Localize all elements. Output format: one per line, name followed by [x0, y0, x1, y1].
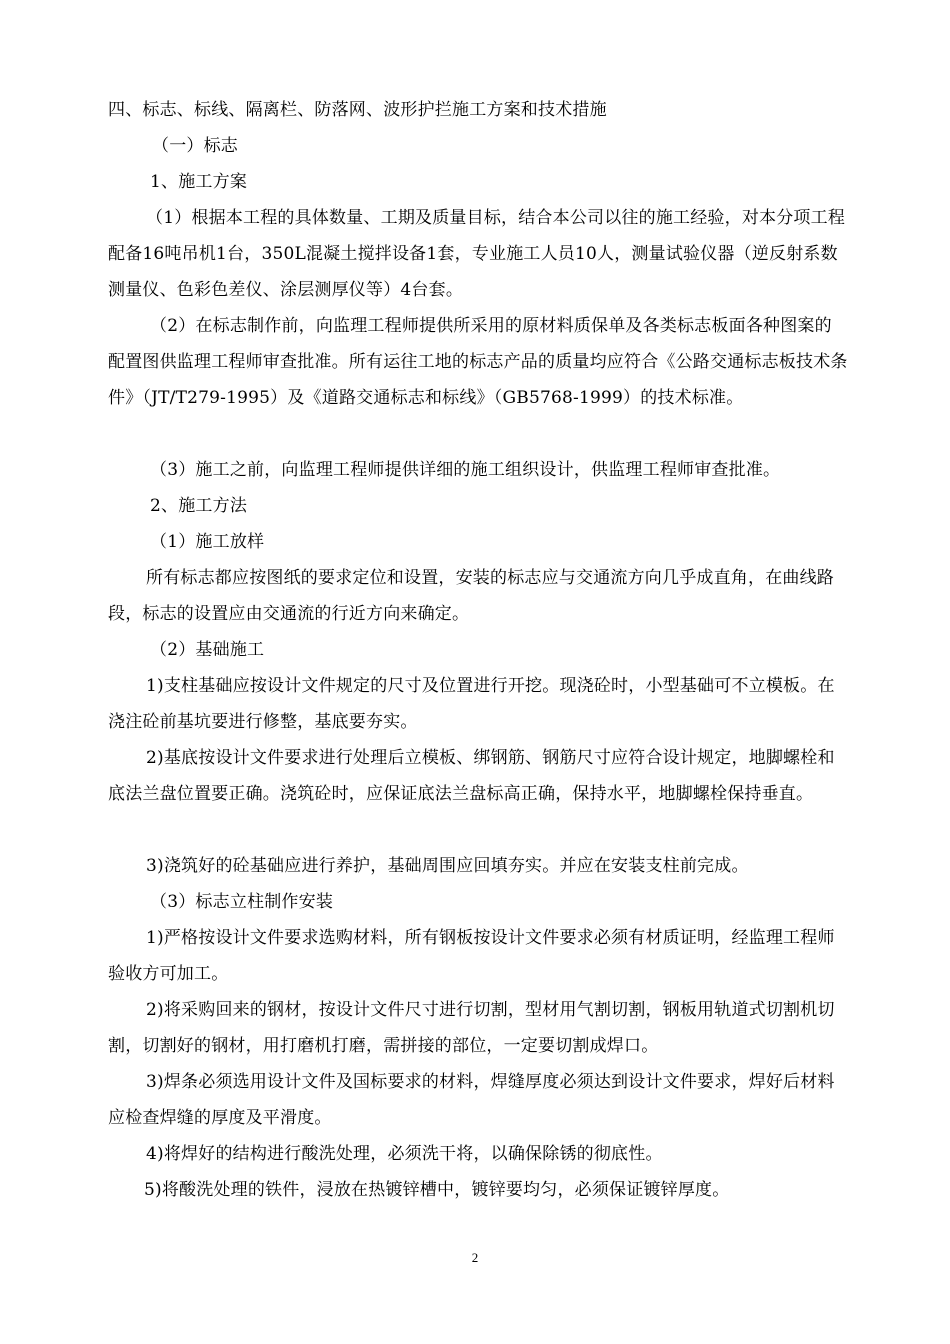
body-paragraph: 2)将采购回来的钢材，按设计文件尺寸进行切割，型材用气割切割，钢板用轨道式切割机切割，切割好的钢材，用打磨机打磨，需拼接的部位，一定要切割成焊口。: [108, 1000, 835, 1056]
item-heading: 2、施工方法: [150, 496, 248, 516]
section-heading: 四、标志、标线、隔离栏、防落网、波形护拦施工方案和技术措施: [108, 100, 607, 120]
page-number: 2: [471, 1250, 479, 1265]
item-heading: 1、施工方案: [150, 172, 248, 192]
body-paragraph: 所有标志都应按图纸的要求定位和设置，安装的标志应与交通流方向几乎成直角，在曲线路段，标志的设置应由交通流的行近方向来确定。: [108, 568, 834, 624]
body-paragraph: 1)支柱基础应按设计文件规定的尺寸及位置进行开挖。现浇砼时，小型基础可不立模板。在浇注砼前基坑要进行修整，基底要夯实。: [108, 676, 835, 732]
sub-item-heading: （3）标志立柱制作安装: [150, 892, 334, 912]
body-paragraph: 3)焊条必须选用设计文件及国标要求的材料，焊缝厚度必须达到设计文件要求，焊好后材料应检查焊缝的厚度及平滑度。: [108, 1072, 835, 1128]
body-paragraph: 3)浇筑好的砼基础应进行养护，基础周围应回填夯实。并应在安装支柱前完成。: [146, 856, 749, 876]
body-paragraph: 1)严格按设计文件要求选购材料，所有钢板按设计文件要求必须有材质证明，经监理工程师验收方可加工。: [108, 928, 835, 984]
body-paragraph: （2）在标志制作前，向监理工程师提供所采用的原材料质保单及各类标志板面各种图案的配置图供监理工程师审查批准。所有运往工地的标志产品的质量均应符合《公路交通标志板技术条件》（JT/T279-1995）及《道路交通标志和标线》（GB5768-1999）的技术标准。: [108, 316, 848, 408]
body-paragraph: 2)基底按设计文件要求进行处理后立模板、绑钢筋、钢筋尺寸应符合设计规定，地脚螺栓和底法兰盘位置要正确。浇筑砼时，应保证底法兰盘标高正确，保持水平，地脚螺栓保持垂直。: [108, 748, 835, 804]
sub-item-heading: （1）施工放样: [150, 532, 265, 552]
body-paragraph: 5)将酸洗处理的铁件，浸放在热镀锌槽中，镀锌要均匀，必须保证镀锌厚度。: [144, 1180, 730, 1200]
body-paragraph: （1）根据本工程的具体数量、工期及质量目标，结合本公司以往的施工经验，对本分项工程配备16吨吊机1台，350L混凝土搅拌设备1套，专业施工人员10人，测量试验仪器（逆反射系数测量仪、色彩色差仪、涂层测厚仪等）4台套。: [108, 208, 846, 300]
sub-item-heading: （2）基础施工: [150, 640, 265, 660]
body-paragraph: 4)将焊好的结构进行酸洗处理，必须洗干将，以确保除锈的彻底性。: [146, 1144, 663, 1164]
subsection-heading: （一）标志: [152, 136, 238, 156]
body-paragraph: （3）施工之前，向监理工程师提供详细的施工组织设计，供监理工程师审查批准。: [150, 460, 781, 480]
